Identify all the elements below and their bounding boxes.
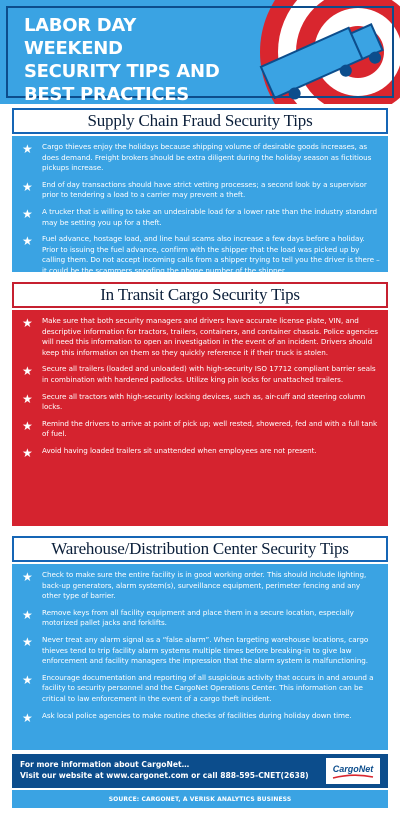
star-icon: ★ <box>22 634 33 649</box>
star-icon: ★ <box>22 364 33 379</box>
list-item <box>22 392 380 413</box>
tip-text: Check to make sure the entire facility is in good working order. This should include lighting, back-up generators, alarm system(s), surveillance equipment, perimeter fencing and any other type of barrier. <box>42 570 367 601</box>
tip-text: A trucker that is willing to take an undesirable load for a lower rate than the industry standard may be setting you up for a theft. <box>42 206 378 227</box>
swoosh-icon <box>332 774 374 779</box>
footer <box>12 754 388 788</box>
list-item <box>22 446 380 459</box>
star-icon: ★ <box>22 142 33 156</box>
list-item <box>22 316 380 358</box>
star-icon: ★ <box>22 206 33 221</box>
list-item <box>22 635 380 667</box>
tip-text: Remove keys from all facility equipment and place them in a secure location, especially motorized pallet jacks and forklifts. <box>42 607 354 628</box>
star-icon: ★ <box>22 179 33 194</box>
section-in-transit <box>12 310 388 526</box>
list-item <box>22 180 380 201</box>
section-title-warehouse: Warehouse/Distribution Center Security Tips <box>12 536 388 562</box>
list-item <box>22 364 380 385</box>
tip-text: Encourage documentation and reporting of all suspicious activity that occurs in and around a facility to security personnel and the CargoNet Operations Center. This information can be critical to law enforcement in the event of a cargo theft incident. <box>42 672 374 703</box>
section-supply-chain <box>12 136 388 275</box>
section-title-supply-chain: Supply Chain Fraud Security Tips <box>12 108 388 134</box>
section-title-in-transit: In Transit Cargo Security Tips <box>12 282 388 308</box>
tip-text: Cargo thieves enjoy the holidays because shipping volume of desirable goods increases, as does demand. Freight brokers should be extra diligent during the holiday season as fictitious pickups increase. <box>42 142 372 173</box>
list-item <box>22 608 380 629</box>
logo-text: CargoNet <box>332 763 374 774</box>
list-item <box>22 419 380 440</box>
list-item <box>22 207 380 228</box>
star-icon: ★ <box>22 710 33 725</box>
star-icon: ★ <box>22 234 33 249</box>
tip-text: Remind the drivers to arrive at point of pick up; well rested, showered, fed and with a full tank of fuel. <box>42 418 378 439</box>
star-icon: ★ <box>22 445 33 460</box>
source-credit: SOURCE: CARGONET, A VERISK ANALYTICS BUSINESS <box>12 790 388 808</box>
tip-text: Never treat any alarm signal as a “false alarm”. When targeting warehouse locations, cargo thieves tend to trip facility alarm systems multiple times before breaking-in to give law enforcement and facility managers the impression that the alarm system is malfunctioning. <box>42 634 369 666</box>
list-item <box>22 570 380 602</box>
tip-text: End of day transactions should have strict vetting processes; a second look by a supervisor prior to tendering a load to a carrier may prevent a theft. <box>42 179 367 200</box>
star-icon: ★ <box>22 418 33 433</box>
footer-info-text: For more information about CargoNet… <box>20 760 190 769</box>
page-title: LABOR DAY WEEKEND SECURITY TIPS AND BEST PRACTICES <box>24 15 220 104</box>
tip-text: Secure all tractors with high-security locking devices, such as, air-cuff and steering column locks. <box>42 391 366 412</box>
tip-text: Secure all trailers (loaded and unloaded) with high-security ISO 17712 compliant barrier seals in combination with hardened padlocks. Utilize king pin locks for unattached trailers. <box>42 364 376 384</box>
tip-text: Ask local police agencies to make routine checks of facilities during holiday down time. <box>42 710 352 720</box>
tip-text: Avoid having loaded trailers sit unattended when employees are not present. <box>42 445 317 455</box>
cargonet-logo[interactable] <box>326 758 380 784</box>
footer-contact-link[interactable]: Visit our website at www.cargonet.com or call 888-595-CNET(2638) <box>20 771 309 780</box>
star-icon: ★ <box>22 607 33 622</box>
list-item <box>22 711 380 724</box>
tip-text: Fuel advance, hostage load, and line haul scams also increase a few days before a holiday. Prior to issuing the fuel advance, confirm with the shipper that the load was picked up by calling them. Do not accept incoming calls from a shipper trying to tell you the driver is there – it could be the scammers spoofing the phone number of the shipper. <box>42 234 380 275</box>
header-banner <box>0 0 400 104</box>
section-warehouse <box>12 564 388 750</box>
star-icon: ★ <box>22 316 33 330</box>
star-icon: ★ <box>22 570 33 584</box>
star-icon: ★ <box>22 391 33 406</box>
list-item <box>22 234 380 276</box>
list-item <box>22 142 380 174</box>
star-icon: ★ <box>22 672 33 687</box>
list-item <box>22 673 380 705</box>
tip-text: Make sure that both security managers and drivers have accurate license plate, VIN, and descriptive information for tractors, trailers, containers, and container chassis. Police agencies will need this information to open an investigation in the event of an incident. Drivers should keep this information on them so they quickly reference it if their truck is stolen. <box>42 316 378 357</box>
